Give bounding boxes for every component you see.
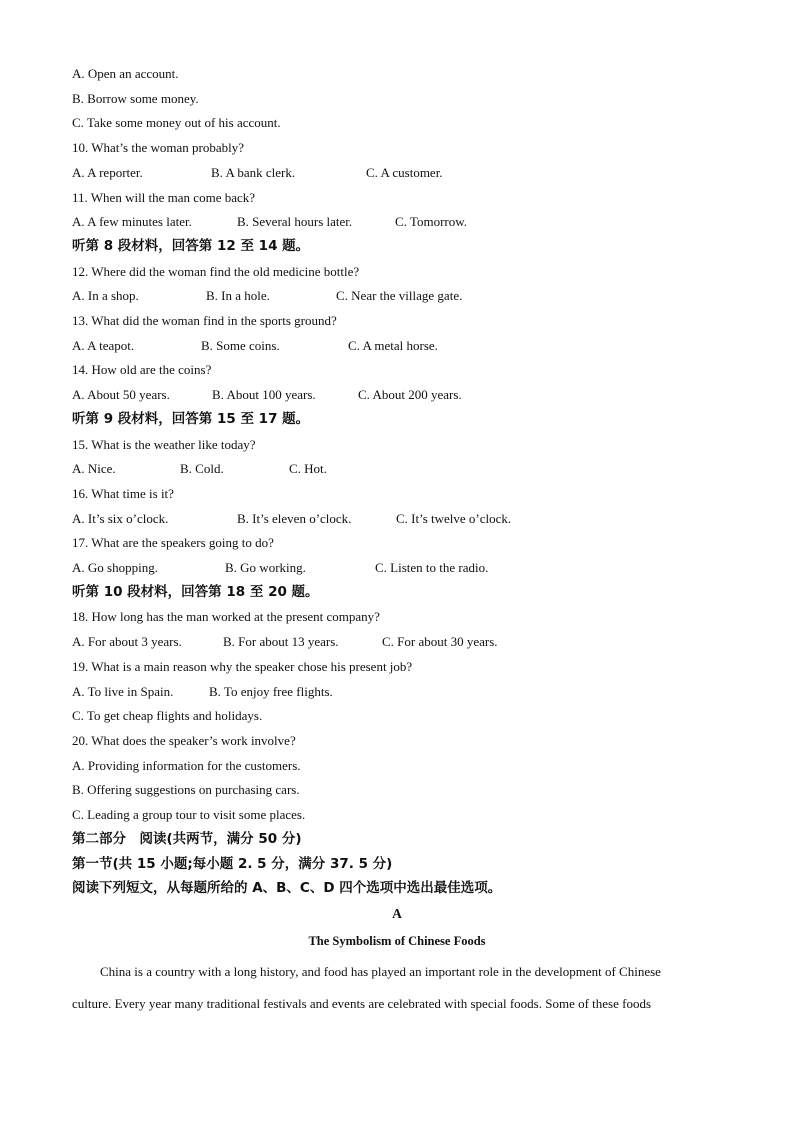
option-a: A. A teapot. — [72, 338, 135, 353]
option-a: A. In a shop. — [72, 288, 139, 303]
option-b: B. Go working. — [225, 560, 306, 575]
option-c: C. Listen to the radio. — [375, 560, 489, 575]
option-a: A. To live in Spain. — [72, 684, 174, 699]
paragraph-line: culture. Every year many traditional festivals and events are celebrated with special foods. Some of these foods — [72, 996, 652, 1011]
passage-title: The Symbolism of Chinese Foods — [308, 934, 486, 948]
option-c: C. It’s twelve o’clock. — [396, 511, 512, 526]
option-b: B. About 100 years. — [212, 387, 316, 402]
option-c: C. About 200 years. — [358, 387, 462, 402]
option-a: A. A few minutes later. — [72, 214, 192, 229]
option-line: A. Open an account. — [72, 66, 179, 81]
option-line: C. Take some money out of his account. — [72, 115, 281, 130]
reading-instruction: 阅读下列短文，从每题所给的 A、B、C、D 四个选项中选出最佳选项。 — [72, 880, 502, 896]
option-a: A. Go shopping. — [72, 560, 158, 575]
option-c: C. Near the village gate. — [336, 288, 463, 303]
question-19: 19. What is a main reason why the speaker chose his present job? — [72, 659, 413, 674]
option-a: A. About 50 years. — [72, 387, 170, 402]
question-16: 16. What time is it? — [72, 486, 174, 501]
option-a: A. A reporter. — [72, 165, 143, 180]
option-c: C. For about 30 years. — [382, 634, 498, 649]
section-heading-8: 听第 8 段材料，回答第 12 至 14 题。 — [72, 238, 310, 254]
question-20: 20. What does the speaker’s work involve? — [72, 733, 296, 748]
passage-letter: A — [392, 906, 402, 921]
question-14: 14. How old are the coins? — [72, 362, 212, 377]
question-13: 13. What did the woman find in the sports ground? — [72, 313, 337, 328]
question-10: 10. What’s the woman probably? — [72, 140, 244, 155]
option-b: B. For about 13 years. — [223, 634, 339, 649]
option-b: B. Several hours later. — [237, 214, 353, 229]
option-c: C. Tomorrow. — [395, 214, 468, 229]
option-a: A. Nice. — [72, 461, 116, 476]
option-a: A. For about 3 years. — [72, 634, 182, 649]
option-b: B. Cold. — [180, 461, 224, 476]
part-two-section-one: 第一节(共 15 小题;每小题 2. 5 分，满分 37. 5 分) — [72, 856, 393, 872]
question-11: 11. When will the man come back? — [72, 190, 256, 205]
option-a: A. It’s six o’clock. — [72, 511, 169, 526]
option-c: C. Hot. — [289, 461, 327, 476]
question-12: 12. Where did the woman find the old medicine bottle? — [72, 264, 360, 279]
option-b: B. A bank clerk. — [211, 165, 296, 180]
option-b: B. It’s eleven o’clock. — [237, 511, 352, 526]
paragraph-line: China is a country with a long history, and food has played an important role in the development of Chinese — [100, 964, 661, 979]
option-b: B. Some coins. — [201, 338, 280, 353]
option-line: B. Offering suggestions on purchasing cars. — [72, 782, 300, 797]
question-17: 17. What are the speakers going to do? — [72, 535, 274, 550]
question-15: 15. What is the weather like today? — [72, 437, 256, 452]
section-heading-9: 听第 9 段材料，回答第 15 至 17 题。 — [72, 411, 310, 427]
part-two-heading: 第二部分 阅读(共两节，满分 50 分) — [72, 831, 302, 847]
option-c: C. A customer. — [366, 165, 443, 180]
option-b: B. In a hole. — [206, 288, 270, 303]
question-18: 18. How long has the man worked at the present company? — [72, 609, 380, 624]
option-c: C. A metal horse. — [348, 338, 438, 353]
section-heading-10: 听第 10 段材料，回答第 18 至 20 题。 — [72, 584, 319, 600]
option-line: A. Providing information for the customers. — [72, 758, 301, 773]
option-line: B. Borrow some money. — [72, 91, 199, 106]
option-line: C. To get cheap flights and holidays. — [72, 708, 263, 723]
option-line: C. Leading a group tour to visit some places. — [72, 807, 306, 822]
option-b: B. To enjoy free flights. — [209, 684, 333, 699]
